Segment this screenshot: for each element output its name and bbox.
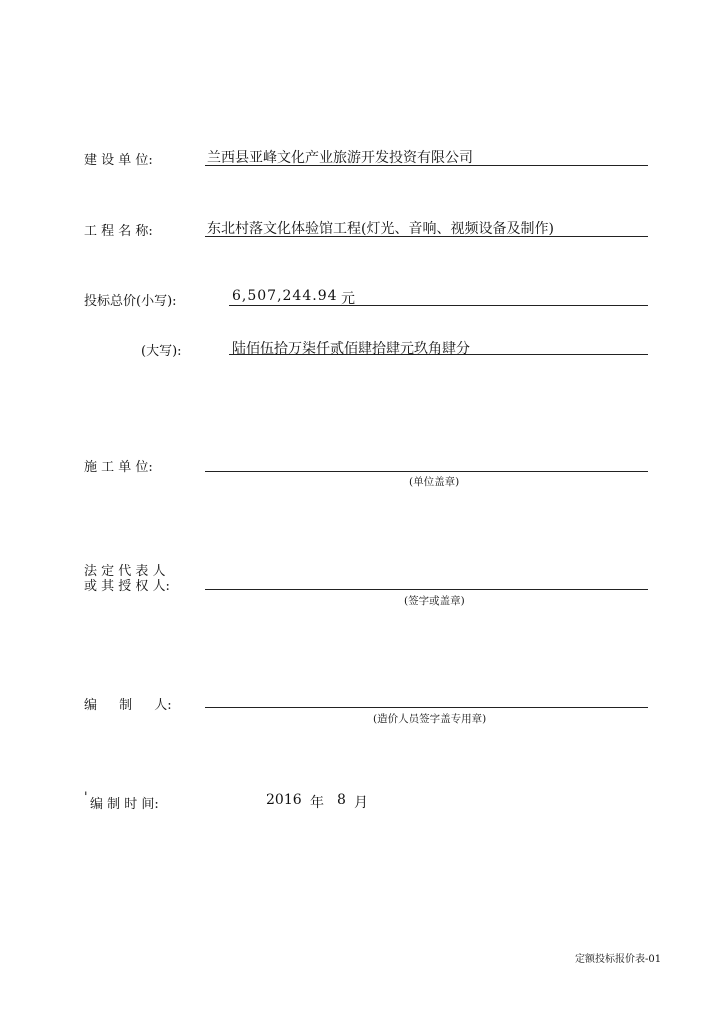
form-code: 定额投标报价表-01	[575, 954, 662, 965]
project-name-line	[205, 236, 648, 237]
builder-unit-label: 施 工 单 位:	[84, 460, 153, 475]
builder-unit-note: (单位盖章)	[409, 476, 460, 488]
compiler-note: (造价人员签字盖专用章)	[373, 713, 487, 725]
compile-year-unit: 年	[310, 795, 324, 811]
construction-unit-line	[205, 165, 648, 166]
project-name-value: 东北村落文化体验馆工程(灯光、音响、视频设备及制作)	[207, 221, 554, 237]
compile-month: 8	[337, 792, 346, 808]
compiler-line	[205, 707, 648, 708]
legal-rep-label-line1: 法 定 代 表 人	[84, 564, 166, 579]
bid-total-small-line	[229, 305, 648, 306]
bid-total-small-label: 投标总价(小写):	[84, 294, 177, 309]
legal-rep-label-line2: 或 其 授 权 人:	[84, 579, 170, 594]
bid-total-large-line	[229, 354, 648, 355]
bid-total-large-value: 陆佰伍拾万柒仟贰佰肆拾肆元玖角肆分	[232, 341, 470, 357]
construction-unit-label: 建 设 单 位:	[84, 153, 153, 168]
builder-unit-line	[205, 471, 648, 472]
compile-year: 2016	[266, 792, 302, 808]
construction-unit-value: 兰西县亚峰文化产业旅游开发投资有限公司	[207, 150, 473, 166]
project-name-label: 工 程 名 称:	[84, 224, 153, 239]
compile-month-unit: 月	[354, 795, 368, 811]
legal-rep-note: (签字或盖章)	[404, 595, 465, 607]
compile-time-label: 编 制 时 间:	[90, 797, 159, 812]
bid-total-small-value: 6,507,244.94	[232, 288, 338, 304]
legal-rep-line	[205, 589, 648, 590]
compile-time-mark: '	[84, 790, 88, 805]
bid-total-large-label: (大写):	[141, 344, 182, 359]
bid-total-small-unit: 元	[341, 291, 355, 307]
compiler-label: 编 制 人:	[84, 698, 172, 713]
